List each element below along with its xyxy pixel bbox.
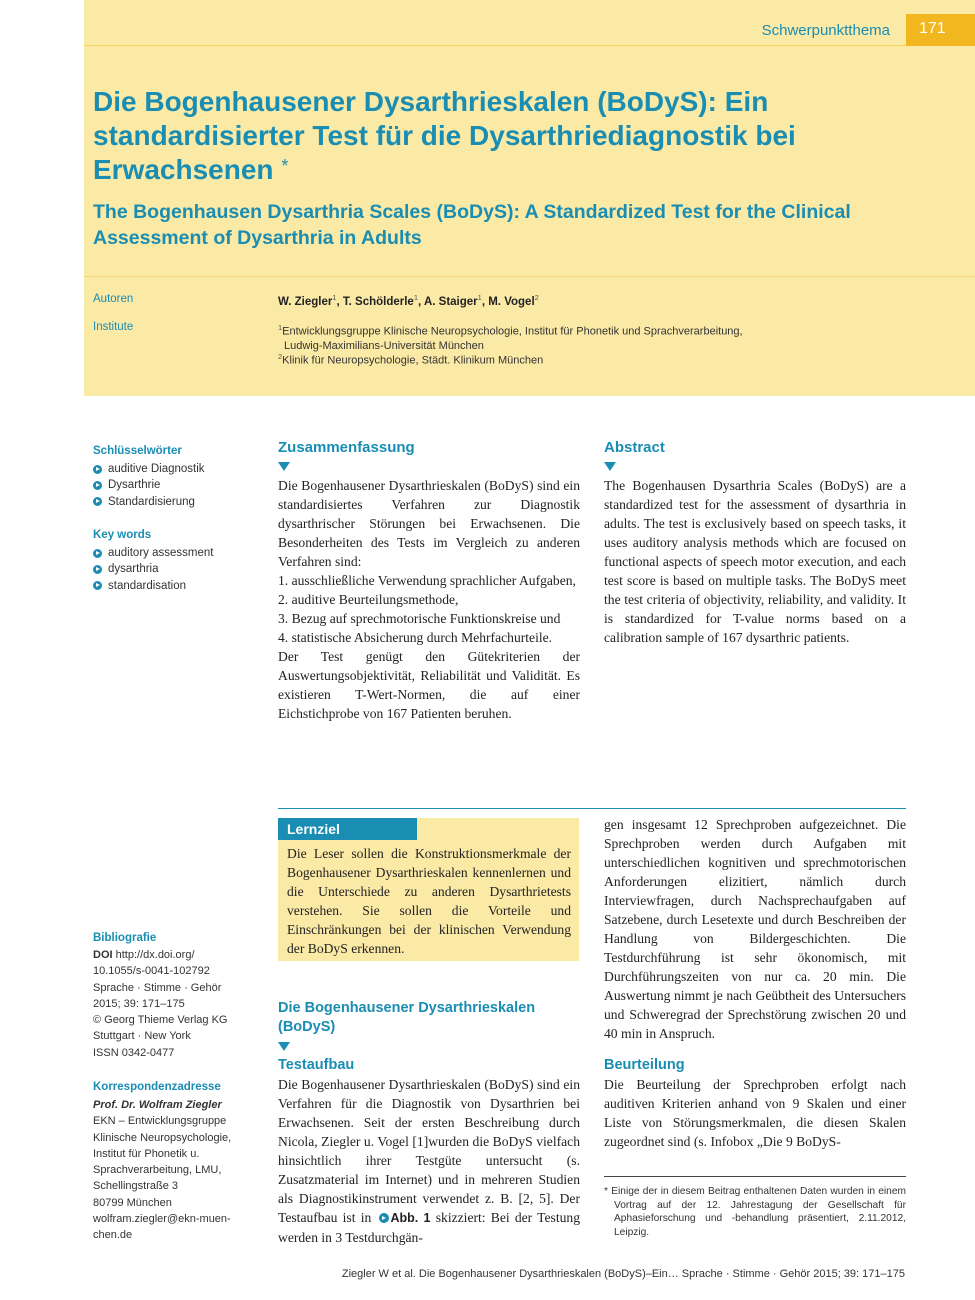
- zusammenfassung-list: [278, 571, 580, 647]
- footnote-text: Einige der in diesem Beitrag enthaltenen Daten wurden in einem Vortrag auf der 12. Jahrestagung der Gesellschaft für Aphasieforschung und -behandlung präsentiert, 2.11.2012, Leipzig.: [611, 1186, 906, 1238]
- beurteilung-text: Die Beurteilung der Sprechproben erfolgt nach auditiven Kriterien anhand von 9 Skalen und einer Liste von Störungsmerkmalen, die diesen Skalen zugeordnet sind (s. Infobox „Die 9 BoDyS-: [604, 1077, 906, 1149]
- authors-label: Autoren: [93, 293, 134, 305]
- author-name: W. Ziegler: [278, 295, 333, 308]
- journal-issue: 2015; 39: 171–175: [93, 997, 185, 1010]
- address-line: 80799 München: [93, 1196, 172, 1209]
- correspondence-name: Prof. Dr. Wolfram Ziegler: [93, 1099, 222, 1111]
- keywords-en-list: [93, 545, 213, 594]
- running-footer: Ziegler W et al. Die Bogenhausener Dysarthrieskalen (BoDyS)–Ein… Sprache · Stimme · Gehör 2015; 39: 171–175: [341, 1268, 905, 1280]
- institute-line: Entwicklungsgruppe Klinische Neuropsychologie, Institut für Phonetik und Sprachverarbeitung,: [282, 325, 743, 338]
- section-heading: Die Bogenhausener Dysarthrieskalen (BoDyS): [278, 1000, 536, 1035]
- list-item: 1. ausschließliche Verwendung sprachlicher Aufgaben,: [278, 573, 576, 588]
- institute-line: Klinik für Neuropsychologie, Städt. Klinikum München: [282, 354, 544, 367]
- article-title-german: [93, 85, 933, 187]
- footnote: [604, 1185, 906, 1239]
- triangle-down-icon: [278, 462, 290, 471]
- testaufbau-text-part: skizziert: Bei der Testung werden in 3 Testdurchgän-: [278, 1210, 581, 1245]
- keyword-item[interactable]: [93, 494, 205, 510]
- doi-label: DOI: [93, 949, 113, 961]
- author-list: W. Ziegler$^1$, T. Schölderle$^1$, A. Staiger$^1$, M. Vogel$^2$: [278, 293, 539, 308]
- keyword-text: dysarthria: [108, 563, 159, 576]
- doi-link[interactable]: http://dx.doi.org/: [115, 949, 195, 961]
- address-line: Sprachverarbeitung, LMU,: [93, 1164, 222, 1177]
- testaufbau-heading: Testaufbau: [278, 1057, 355, 1073]
- title-footnote-marker[interactable]: *: [281, 156, 289, 176]
- bibliography-block: [93, 947, 227, 1061]
- keyword-text: standardisation: [108, 579, 186, 592]
- keyword-item[interactable]: [93, 578, 213, 594]
- zusammenfassung-body: [278, 476, 580, 723]
- institute-number: 1: [278, 323, 283, 332]
- arrow-right-icon: [93, 465, 102, 474]
- author-affiliation: 1: [477, 293, 482, 302]
- beurteilung-heading: Beurteilung: [604, 1057, 685, 1073]
- author-affiliation: 1: [332, 293, 337, 302]
- keyword-text: auditive Diagnostik: [108, 463, 205, 476]
- keyword-item[interactable]: [93, 461, 205, 477]
- list-item: 3. Bezug auf sprechmotorische Funktionskreise und: [278, 611, 561, 626]
- figure-reference-link[interactable]: Abb. 1: [390, 1211, 431, 1225]
- list-item: 4. statistische Absicherung durch Mehrfachurteile.: [278, 630, 553, 645]
- testaufbau-continuation: gen insgesamt 12 Sprechproben aufgezeichnet. Die Sprechproben werden durch Aufgaben mit unterschiedlichen kognitiven und sprechmotorischen Anforderungen elizitiert, nämlich durch Interviewfragen, durch Nachsprechaufgaben auf Satzebene, durch Lesetexte und durch Beschreiben der Handlung von Bildergeschichten. Die Testdurchführung ist sehr ökonomisch, mit Durchführungszeiten von nur ca. 20 min. Die Auswertung nimmt je nach Geübtheit des Untersuchers und Schweregrad der Sprechstörung zwischen 20 und 40 min in Anspruch.: [604, 817, 906, 1041]
- address-line: Klinische Neuropsychologie,: [93, 1131, 232, 1144]
- triangle-down-icon: [604, 462, 616, 471]
- section-divider: [278, 808, 906, 809]
- keywords-de-list: [93, 461, 205, 510]
- keywords-en-label: Key words: [93, 529, 152, 541]
- institute-number: 2: [278, 352, 283, 361]
- topic-label: Schwerpunktthema: [761, 22, 890, 39]
- arrow-right-icon: [93, 549, 102, 558]
- institute-2: [278, 350, 543, 368]
- author-affiliation: 1: [413, 293, 418, 302]
- footnote-marker: *: [604, 1186, 608, 1197]
- correspondence-label: Korrespondenzadresse: [93, 1081, 221, 1093]
- arrow-right-icon: [379, 1213, 389, 1223]
- keyword-text: Standardisierung: [108, 495, 195, 508]
- abstract-text: The Bogenhausen Dysarthria Scales (BoDyS) are a standardized test for the assessment of dysarthria in adults. The test is exclusively based on speech tasks, it uses auditory analysis methods which are focused on functional aspects of speech motor execution, and each test score is based on multiple tasks. The BoDyS meet the test criteria of objectivity, reliability, and validity. It is standardized for T-value norms based on a calibration sample of 167 dysarthric patients.: [604, 478, 906, 645]
- zusammenfassung-intro: Die Bogenhausener Dysarthrieskalen (BoDyS) sind ein standardisiertes Verfahren zur Diagnostik dysarthrischer Störungen bei Erwachsenen. Die Besonderheiten des Tests im Vergleich zu anderen Verfahren sind:: [278, 478, 580, 569]
- author-divider: [84, 276, 975, 277]
- email-link[interactable]: chen.de: [93, 1229, 133, 1242]
- keyword-text: auditory assessment: [108, 547, 214, 560]
- author-name: A. Staiger: [423, 295, 478, 308]
- bibliography-label: Bibliografie: [93, 932, 157, 944]
- publisher-city: Stuttgart · New York: [93, 1030, 191, 1043]
- list-item: 2. auditive Beurteilungsmethode,: [278, 592, 459, 607]
- zusammenfassung-outro: Der Test genügt den Gütekriterien der Auswertungsobjektivität, Reliabilität und Validität. Es existieren T-Wert-Normen, die auf einer Eichstichprobe von 167 Patienten beruhen.: [278, 649, 580, 721]
- author-name: M. Vogel: [488, 295, 535, 308]
- arrow-right-icon: [93, 581, 102, 590]
- zusammenfassung-heading: Zusammenfassung: [278, 439, 415, 456]
- doi-link[interactable]: 10.1055/s-0041-102792: [93, 965, 210, 978]
- institute-1: [278, 321, 743, 353]
- author-affiliation: 2: [534, 293, 539, 302]
- keywords-de-label: Schlüsselwörter: [93, 445, 182, 457]
- issn: ISSN 0342-0477: [93, 1046, 175, 1059]
- abstract-body: [604, 476, 906, 647]
- arrow-right-icon: [93, 565, 102, 574]
- address-line: EKN – Entwicklungsgruppe: [93, 1115, 227, 1128]
- article-title-english: The Bogenhausen Dysarthria Scales (BoDyS): A Standardized Test for the Clinical Assessment of Dysarthria in Adults: [93, 201, 851, 249]
- triangle-down-icon: [278, 1042, 290, 1051]
- email-link[interactable]: wolfram.ziegler@ekn-muen-: [93, 1213, 231, 1226]
- author-name: T. Schölderle: [342, 295, 414, 308]
- institutes-label: Institute: [93, 321, 134, 333]
- arrow-right-icon: [93, 481, 102, 490]
- keyword-text: Dysarthrie: [108, 479, 161, 492]
- address-line: Institut für Phonetik u.: [93, 1147, 200, 1160]
- institute-line: Ludwig-Maximilians-Universität München: [284, 339, 484, 352]
- journal-name: Sprache · Stimme · Gehör: [93, 981, 222, 994]
- keyword-item[interactable]: [93, 545, 213, 561]
- copyright: © Georg Thieme Verlag KG: [93, 1014, 228, 1027]
- keyword-item[interactable]: [93, 477, 205, 493]
- lernziel-text: Die Leser sollen die Konstruktionsmerkmale der Bogenhausener Dysarthrieskalen kennenlernen und die Unterschiede zu anderen Dysarthrietests verstehen. Sie sollen die Vorteile und Einschränkungen bei der klinischen Verwendung der BoDyS erkennen.: [287, 846, 571, 956]
- correspondence-block: [93, 1097, 231, 1244]
- page-number: 171: [919, 20, 946, 37]
- testaufbau-text: [278, 1075, 580, 1247]
- footnote-divider: [604, 1176, 906, 1177]
- keyword-item[interactable]: [93, 561, 213, 577]
- address-line: Schellingstraße 3: [93, 1180, 178, 1193]
- title-german-text: Die Bogenhausener Dysarthrieskalen (BoDyS): Ein standardisierter Test für die Dysarthriediagnostik bei Erwachsenen: [93, 86, 796, 185]
- testaufbau-text-part: Die Bogenhausener Dysarthrieskalen (BoDyS) sind ein Verfahren für die Diagnostik von Dysarthrien bei Erwachsenen. Seit der ersten Beschreibung durch Nicola, Ziegler u. Vogel [1]wurden die BoDyS vielfach hinsichtlich ihrer Testgüte untersucht (s. Zusatzmaterial im Internet) und in mehreren Studien als Diagnostikinstrument verwendet z. B. [2, 5]. Der Testaufbau ist in: [278, 1077, 580, 1225]
- arrow-right-icon: [93, 497, 102, 506]
- lernziel-label: Lernziel: [287, 821, 340, 837]
- abstract-heading: Abstract: [604, 439, 665, 456]
